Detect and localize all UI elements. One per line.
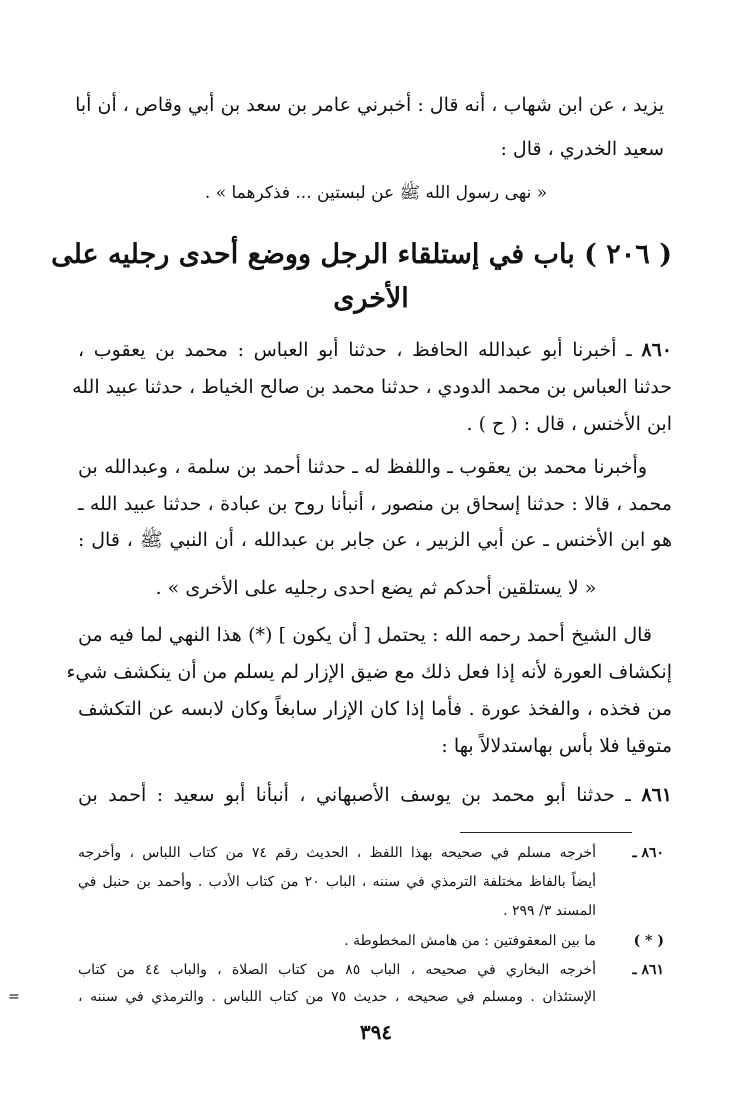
commentary-line-3: من فخذه ، والفخذ عورة . فأما إذا كان الإزار سابغاً وكان لابسه عن التكشف xyxy=(78,698,672,720)
footnote-continuation-mark: = xyxy=(8,989,20,1005)
chain2-quote: « لا يستلقين أحدكم ثم يضع احدى رجليه على الأخرى » . xyxy=(155,577,597,599)
chain2-line-1: وأخبرنا محمد بن يعقوب ـ واللفظ له ـ حدثنا أحمد بن سلمة ، وعبدالله بن xyxy=(78,456,647,478)
footnote-text: ما بين المعقوفتين : من هامش المخطوطة . xyxy=(344,933,596,949)
footnote-marker: ( * ) xyxy=(633,933,664,949)
hadith-number: ٨٦١ xyxy=(641,784,672,806)
hadith-text: ـ أخبرنا أبو عبدالله الحافظ ، حدثنا أبو العباس : محمد بن يعقوب ، xyxy=(78,339,632,361)
intro-quote: « نهى رسول الله ﷺ عن لبستين ... فذكرهما » . xyxy=(204,183,548,203)
hadith-text: ـ حدثنا أبو محمد بن يوسف الأصبهاني ، أنبأنا أبو سعيد : أحمد بن xyxy=(78,784,631,806)
hadith-number: ٨٦٠ xyxy=(641,339,672,361)
footnote-text: أخرجه البخاري في صحيحه ، الباب ٨٥ من كتاب الصلاة ، والباب ٤٤ من كتاب xyxy=(78,962,596,978)
chain2-line-2: محمد ، قالا : حدثنا إسحاق بن منصور ، أنبأنا روح بن عبادة ، حدثنا عبيد الله ـ xyxy=(78,493,672,515)
hadith-860-line-2: حدثنا العباس بن محمد الدودي ، حدثنا محمد بن صالح الخياط ، حدثنا عبيد الله xyxy=(72,376,672,398)
footnote-text: الإستئذان . ومسلم في صحيحه ، حديث ٧٥ من كتاب اللباس . والترمذي في سننه ، xyxy=(78,989,596,1005)
footnote-text: أيضاً بالفاظ مختلفة الترمذي في سننه ، الباب ٢٠ من كتاب الأدب . وأحمد بن حنبل في xyxy=(78,874,596,890)
commentary-line-4: متوقيا فلا بأس بهاستدلالاً بها : xyxy=(441,735,672,757)
hadith-861-line-1 xyxy=(78,783,672,807)
hadith-860-line-1 xyxy=(78,338,672,362)
hadith-860-line-3: ابن الأخنس ، قال : ( ح ) . xyxy=(466,413,672,435)
footnote-text: أخرجه مسلم في صحيحه بهذا اللفظ ، الحديث رقم ٧٤ من كتاب اللباس ، وأخرجه xyxy=(78,845,596,861)
footnote-text: المسند ٣/ ٢٩٩ . xyxy=(503,903,596,919)
chapter-heading-line-1: ( ٢٠٦ ) باب في إستلقاء الرجل ووضع أحدى رجليه على xyxy=(51,239,672,270)
page-number: ٣٩٤ xyxy=(359,1020,393,1044)
chapter-heading-line-2: الأخرى xyxy=(333,283,409,314)
chain2-line-3: هو ابن الأخنس ـ عن أبي الزبير ، عن جابر بن عبدالله ، أن النبي ﷺ ، قال : xyxy=(78,529,672,551)
footnote-marker: ٨٦٠ ـ xyxy=(632,845,664,861)
intro-line-2: سعيد الخدري ، قال : xyxy=(500,138,664,160)
commentary-line-2: إنكشاف العورة لأنه إذا فعل ذلك مع ضيق الإزار لم يسلم من أن ينكشف شيء xyxy=(66,661,672,683)
intro-line-1: يزيد ، عن ابن شهاب ، أنه قال : أخبرني عامر بن سعد بن أبي وقاص ، أن أبا xyxy=(75,94,664,116)
footnote-divider xyxy=(460,832,632,833)
footnote-marker: ٨٦١ ـ xyxy=(632,962,664,978)
commentary-line-1: قال الشيخ أحمد رحمه الله : يحتمل [ أن يكون ] (*) هذا النهي لما فيه من xyxy=(78,624,652,646)
